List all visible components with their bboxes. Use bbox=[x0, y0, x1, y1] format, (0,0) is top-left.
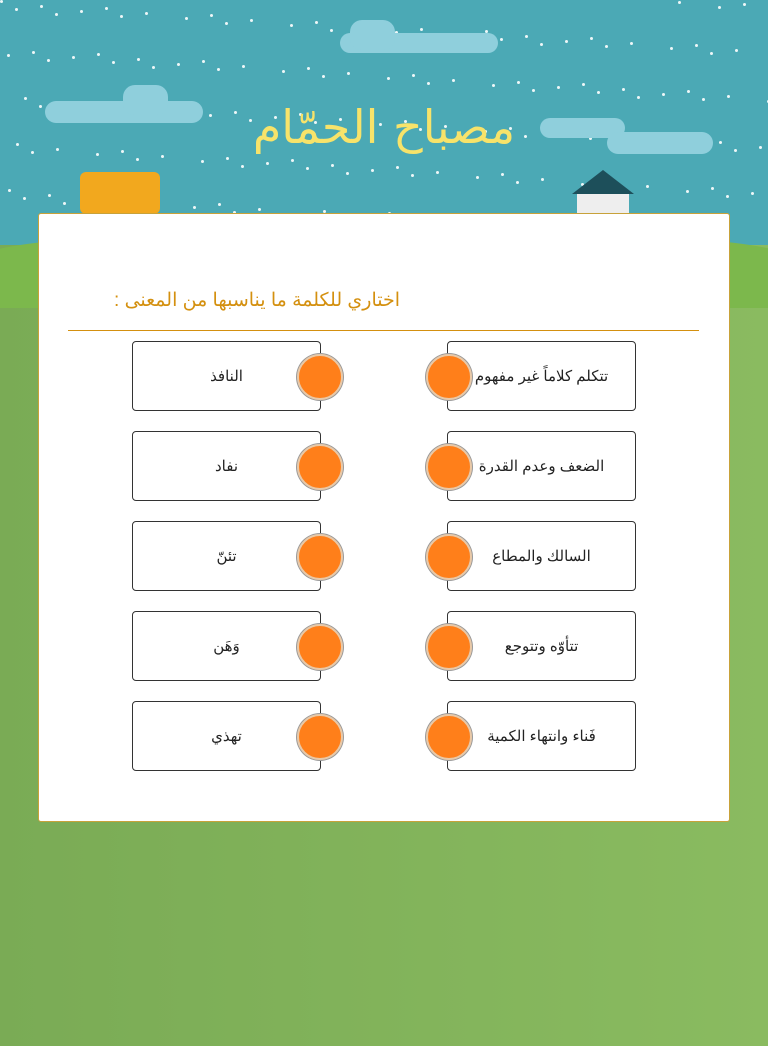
snowflake bbox=[743, 3, 746, 6]
left-connector-dot[interactable] bbox=[297, 714, 343, 760]
word-label: تئنّ bbox=[216, 548, 237, 565]
meaning-box[interactable] bbox=[447, 701, 636, 771]
word-label: النافذ bbox=[210, 368, 243, 385]
meaning-label: السالك والمطاع bbox=[492, 548, 591, 565]
snowflake bbox=[201, 160, 204, 163]
snowflake bbox=[8, 189, 11, 192]
snowflake bbox=[177, 63, 180, 66]
word-label: تهذي bbox=[211, 728, 242, 745]
snowflake bbox=[152, 66, 155, 69]
snowflake bbox=[678, 1, 681, 4]
snowflake bbox=[266, 162, 269, 165]
snowflake bbox=[711, 187, 714, 190]
snowflake bbox=[646, 185, 649, 188]
snowflake bbox=[136, 158, 139, 161]
right-connector-dot[interactable] bbox=[426, 624, 472, 670]
snowflake bbox=[226, 157, 229, 160]
snowflake bbox=[605, 45, 608, 48]
snowflake bbox=[695, 44, 698, 47]
right-connector-dot[interactable] bbox=[426, 534, 472, 580]
snowflake bbox=[492, 84, 495, 87]
snowflake bbox=[396, 166, 399, 169]
snowflake bbox=[637, 96, 640, 99]
snowflake bbox=[105, 7, 108, 10]
snowflake bbox=[686, 190, 689, 193]
snowflake bbox=[225, 22, 228, 25]
snowflake bbox=[532, 89, 535, 92]
snowflake bbox=[330, 29, 333, 32]
left-connector-dot[interactable] bbox=[297, 354, 343, 400]
right-connector-dot[interactable] bbox=[426, 354, 472, 400]
snowflake bbox=[202, 60, 205, 63]
meaning-label: الضعف وعدم القدرة bbox=[478, 458, 605, 475]
snowflake bbox=[565, 40, 568, 43]
meaning-box[interactable] bbox=[447, 431, 636, 501]
snowflake bbox=[516, 181, 519, 184]
snowflake bbox=[32, 51, 35, 54]
snowflake bbox=[726, 195, 729, 198]
snowflake bbox=[258, 208, 261, 211]
snowflake bbox=[307, 67, 310, 70]
snowflake bbox=[557, 86, 560, 89]
right-connector-dot[interactable] bbox=[426, 444, 472, 490]
snowflake bbox=[120, 15, 123, 18]
word-label: وَهَن bbox=[213, 638, 240, 655]
meaning-box[interactable] bbox=[447, 521, 636, 591]
snowflake bbox=[476, 176, 479, 179]
snowflake bbox=[501, 173, 504, 176]
word-box[interactable] bbox=[132, 521, 321, 591]
snowflake bbox=[452, 79, 455, 82]
snowflake bbox=[670, 47, 673, 50]
snowflake bbox=[306, 167, 309, 170]
divider bbox=[68, 330, 699, 331]
snowflake bbox=[735, 49, 738, 52]
snowflake bbox=[72, 56, 75, 59]
cloud-decoration bbox=[350, 20, 395, 50]
snowflake bbox=[23, 197, 26, 200]
snowflake bbox=[371, 169, 374, 172]
snowflake bbox=[630, 42, 633, 45]
snowflake bbox=[710, 52, 713, 55]
snowflake bbox=[97, 53, 100, 56]
snowflake bbox=[145, 12, 148, 15]
meaning-label: فَناء وانتهاء الكمية bbox=[487, 728, 596, 745]
snowflake bbox=[137, 58, 140, 61]
question-instruction: اختاري للكلمة ما يناسبها من المعنى : bbox=[114, 290, 400, 311]
snowflake bbox=[290, 24, 293, 27]
snowflake bbox=[427, 82, 430, 85]
snowflake bbox=[250, 19, 253, 22]
snowflake bbox=[185, 17, 188, 20]
snowflake bbox=[55, 13, 58, 16]
snowflake bbox=[751, 192, 754, 195]
bus-illustration bbox=[80, 172, 160, 214]
snowflake bbox=[727, 95, 730, 98]
snowflake bbox=[112, 61, 115, 64]
snowflake bbox=[662, 93, 665, 96]
snowflake bbox=[48, 194, 51, 197]
left-connector-dot[interactable] bbox=[297, 444, 343, 490]
snowflake bbox=[412, 74, 415, 77]
snowflake bbox=[47, 59, 50, 62]
snowflake bbox=[411, 174, 414, 177]
snowflake bbox=[242, 65, 245, 68]
snowflake bbox=[540, 43, 543, 46]
snowflake bbox=[582, 83, 585, 86]
word-box[interactable] bbox=[132, 431, 321, 501]
snowflake bbox=[218, 203, 221, 206]
snowflake bbox=[15, 8, 18, 11]
snowflake bbox=[282, 70, 285, 73]
snowflake bbox=[193, 206, 196, 209]
snowflake bbox=[420, 28, 423, 31]
snowflake bbox=[387, 77, 390, 80]
snowflake bbox=[500, 38, 503, 41]
snowflake bbox=[525, 35, 528, 38]
snowflake bbox=[597, 91, 600, 94]
snowflake bbox=[315, 21, 318, 24]
snowflake bbox=[347, 72, 350, 75]
snowflake bbox=[7, 54, 10, 57]
meaning-label: تتكلم كلاماً غير مفهوم bbox=[474, 368, 609, 385]
snowflake bbox=[718, 6, 721, 9]
snowflake bbox=[517, 81, 520, 84]
snowflake bbox=[161, 155, 164, 158]
word-box[interactable] bbox=[132, 611, 321, 681]
word-box[interactable] bbox=[132, 341, 321, 411]
snowflake bbox=[622, 88, 625, 91]
word-label: نفاد bbox=[215, 458, 239, 475]
snowflake bbox=[590, 37, 593, 40]
snowflake bbox=[331, 164, 334, 167]
snowflake bbox=[541, 178, 544, 181]
snowflake bbox=[436, 171, 439, 174]
meaning-label: تتأوّه وتتوجع bbox=[504, 638, 579, 655]
snowflake bbox=[291, 159, 294, 162]
right-connector-dot[interactable] bbox=[426, 714, 472, 760]
snowflake bbox=[40, 5, 43, 8]
house-illustration bbox=[572, 170, 634, 215]
page-title: مصباح الحمّام bbox=[252, 100, 516, 154]
meaning-box[interactable] bbox=[447, 341, 636, 411]
snowflake bbox=[210, 14, 213, 17]
left-connector-dot[interactable] bbox=[297, 624, 343, 670]
snowflake bbox=[0, 0, 3, 3]
snowflake bbox=[346, 172, 349, 175]
snowflake bbox=[322, 75, 325, 78]
meaning-box[interactable] bbox=[447, 611, 636, 681]
snowflake bbox=[80, 10, 83, 13]
snowflake bbox=[241, 165, 244, 168]
snowflake bbox=[217, 68, 220, 71]
snowflake bbox=[63, 202, 66, 205]
left-connector-dot[interactable] bbox=[297, 534, 343, 580]
word-box[interactable] bbox=[132, 701, 321, 771]
snowflake bbox=[687, 90, 690, 93]
